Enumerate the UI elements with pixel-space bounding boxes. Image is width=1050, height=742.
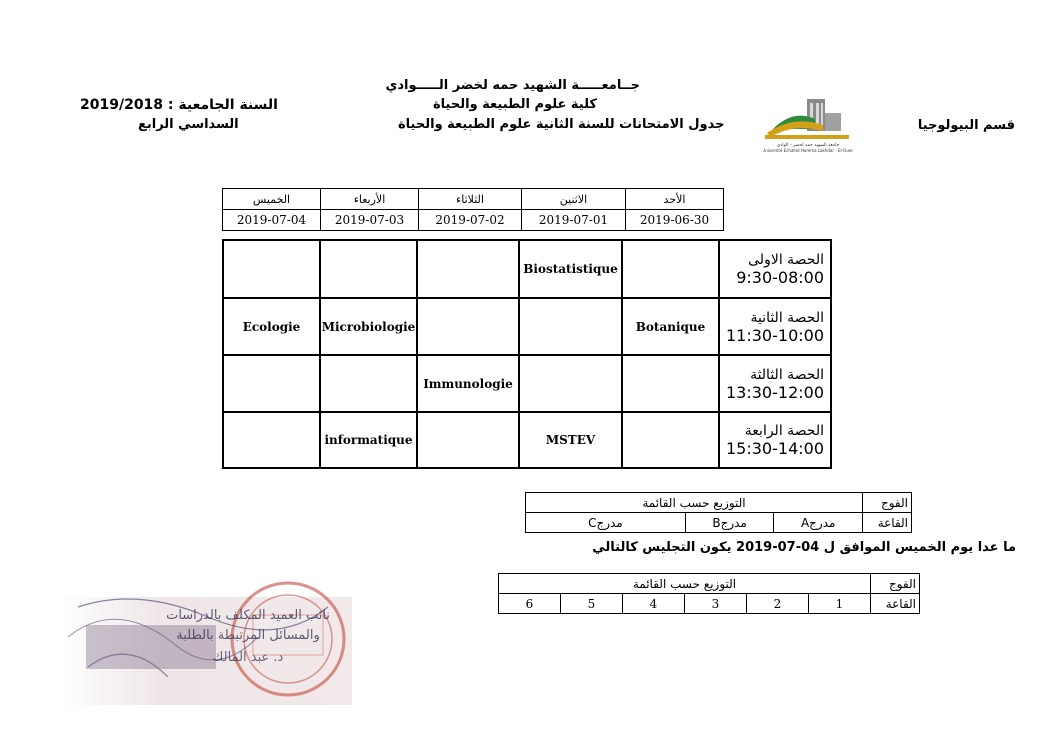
room-cell: 3 (685, 594, 747, 614)
university-name: جــامعـــــة الشهيد حمه لخضر الـــــوادي (385, 78, 640, 93)
slot-label: الحصة الثانية (750, 309, 824, 326)
slot-row (223, 355, 831, 412)
exam-cell (622, 355, 719, 412)
exam-cell (622, 240, 719, 298)
slot-row (223, 240, 831, 298)
day-name: الأربعاء (321, 189, 419, 210)
slot-time: 15:30-14:00 (726, 439, 824, 458)
exam-cell: Immunologie (417, 355, 519, 412)
room-cell: 1 (809, 594, 871, 614)
room-cell: مدرجB (685, 513, 774, 533)
exam-cell (519, 355, 622, 412)
schedule-title: جدول الامتحانات للسنة الثانية علوم الطبيعة والحياة (398, 117, 725, 132)
dates-row (223, 210, 724, 231)
exam-cell (417, 240, 519, 298)
slot-label-cell (719, 298, 831, 355)
exam-cell (223, 240, 320, 298)
day-name: الاثنين (522, 189, 626, 210)
slot-row (223, 412, 831, 468)
room-cell: مدرجC (526, 513, 686, 533)
slot-time: 11:30-10:00 (726, 325, 824, 345)
seating-note: ما عدا يوم الخميس الموافق ل 04-07-2019 يكون التجليس كالتالي (592, 540, 1016, 555)
exam-cell: Ecologie (223, 298, 320, 355)
stamp-graphic (58, 577, 352, 705)
room-cell: 2 (747, 594, 809, 614)
svg-text:نائب العميد المكلف بالدراسات: نائب العميد المكلف بالدراسات (166, 608, 330, 623)
university-logo (763, 95, 853, 153)
academic-year-value: 2019/2018 (80, 97, 164, 113)
room-cell: 4 (623, 594, 685, 614)
exam-cell (622, 412, 719, 468)
slot-label: الحصة الرابعة (744, 423, 824, 439)
academic-year (80, 97, 278, 113)
group-label: الفوج (871, 574, 920, 594)
slot-time: 9:30-08:00 (736, 268, 824, 287)
slot-label: الحصة الثالثة (750, 366, 824, 383)
official-stamp-signature (58, 577, 352, 705)
slot-label: الحصة الاولى (748, 252, 824, 268)
svg-text:جامعة الشهيد حمه لخضر - الوادي: جامعة الشهيد حمه لخضر - الوادي (776, 143, 840, 148)
department-name: قسم البيولوجيا (917, 118, 1015, 133)
exam-cell (417, 298, 519, 355)
slot-label-cell (719, 412, 831, 468)
exam-cell (223, 355, 320, 412)
svg-text:والمسائل المرتبطة بالطلبة: والمسائل المرتبطة بالطلبة (176, 628, 320, 643)
exam-cell: Biostatistique (519, 240, 622, 298)
day-date: 2019-06-30 (626, 210, 724, 231)
logo-graphic (763, 95, 853, 153)
svg-text:د. عبد المالك: د. عبد المالك (212, 650, 284, 665)
room-distribution-table (525, 492, 912, 533)
room-label: القاعة (863, 513, 912, 533)
slot-time: 13:30-12:00 (726, 382, 824, 402)
slot-row (223, 298, 831, 355)
exam-cell (320, 355, 417, 412)
group-row (526, 493, 912, 513)
exam-cell (223, 412, 320, 468)
exam-cell: MSTEV (519, 412, 622, 468)
room-cell: 5 (561, 594, 623, 614)
day-date: 2019-07-04 (223, 210, 321, 231)
day-name: الأحد (626, 189, 724, 210)
semester-label: السداسي الرابع (138, 117, 239, 132)
exam-cell: Microbiologie (320, 298, 417, 355)
exam-schedule-table (222, 239, 832, 469)
room-label: القاعة (871, 594, 920, 614)
day-name: الثلاثاء (419, 189, 522, 210)
room-cell: مدرجA (774, 513, 863, 533)
faculty-name: كلية علوم الطبيعة والحياة (433, 97, 597, 112)
exam-cell: informatique (320, 412, 417, 468)
exam-cell (417, 412, 519, 468)
day-date: 2019-07-02 (419, 210, 522, 231)
exam-cell (320, 240, 417, 298)
group-value: التوزيع حسب القائمة (526, 493, 863, 513)
day-date: 2019-07-03 (321, 210, 419, 231)
group-row (499, 574, 920, 594)
schedule-header-table (222, 188, 724, 231)
exam-cell: Botanique (622, 298, 719, 355)
academic-year-label: السنة الجامعية : (167, 97, 278, 113)
room-row (499, 594, 920, 614)
group-value: التوزيع حسب القائمة (499, 574, 871, 594)
slot-label-cell (719, 240, 831, 298)
day-name: الخميس (223, 189, 321, 210)
room-cell: 6 (499, 594, 561, 614)
room-distribution-table-thursday (498, 573, 920, 614)
room-row (526, 513, 912, 533)
group-label: الفوج (863, 493, 912, 513)
day-date: 2019-07-01 (522, 210, 626, 231)
logo-caption: Université Echahid Hamma Lakhdar - El-Oued (763, 148, 853, 153)
exam-cell (519, 298, 622, 355)
day-names-row (223, 189, 724, 210)
slot-label-cell (719, 355, 831, 412)
